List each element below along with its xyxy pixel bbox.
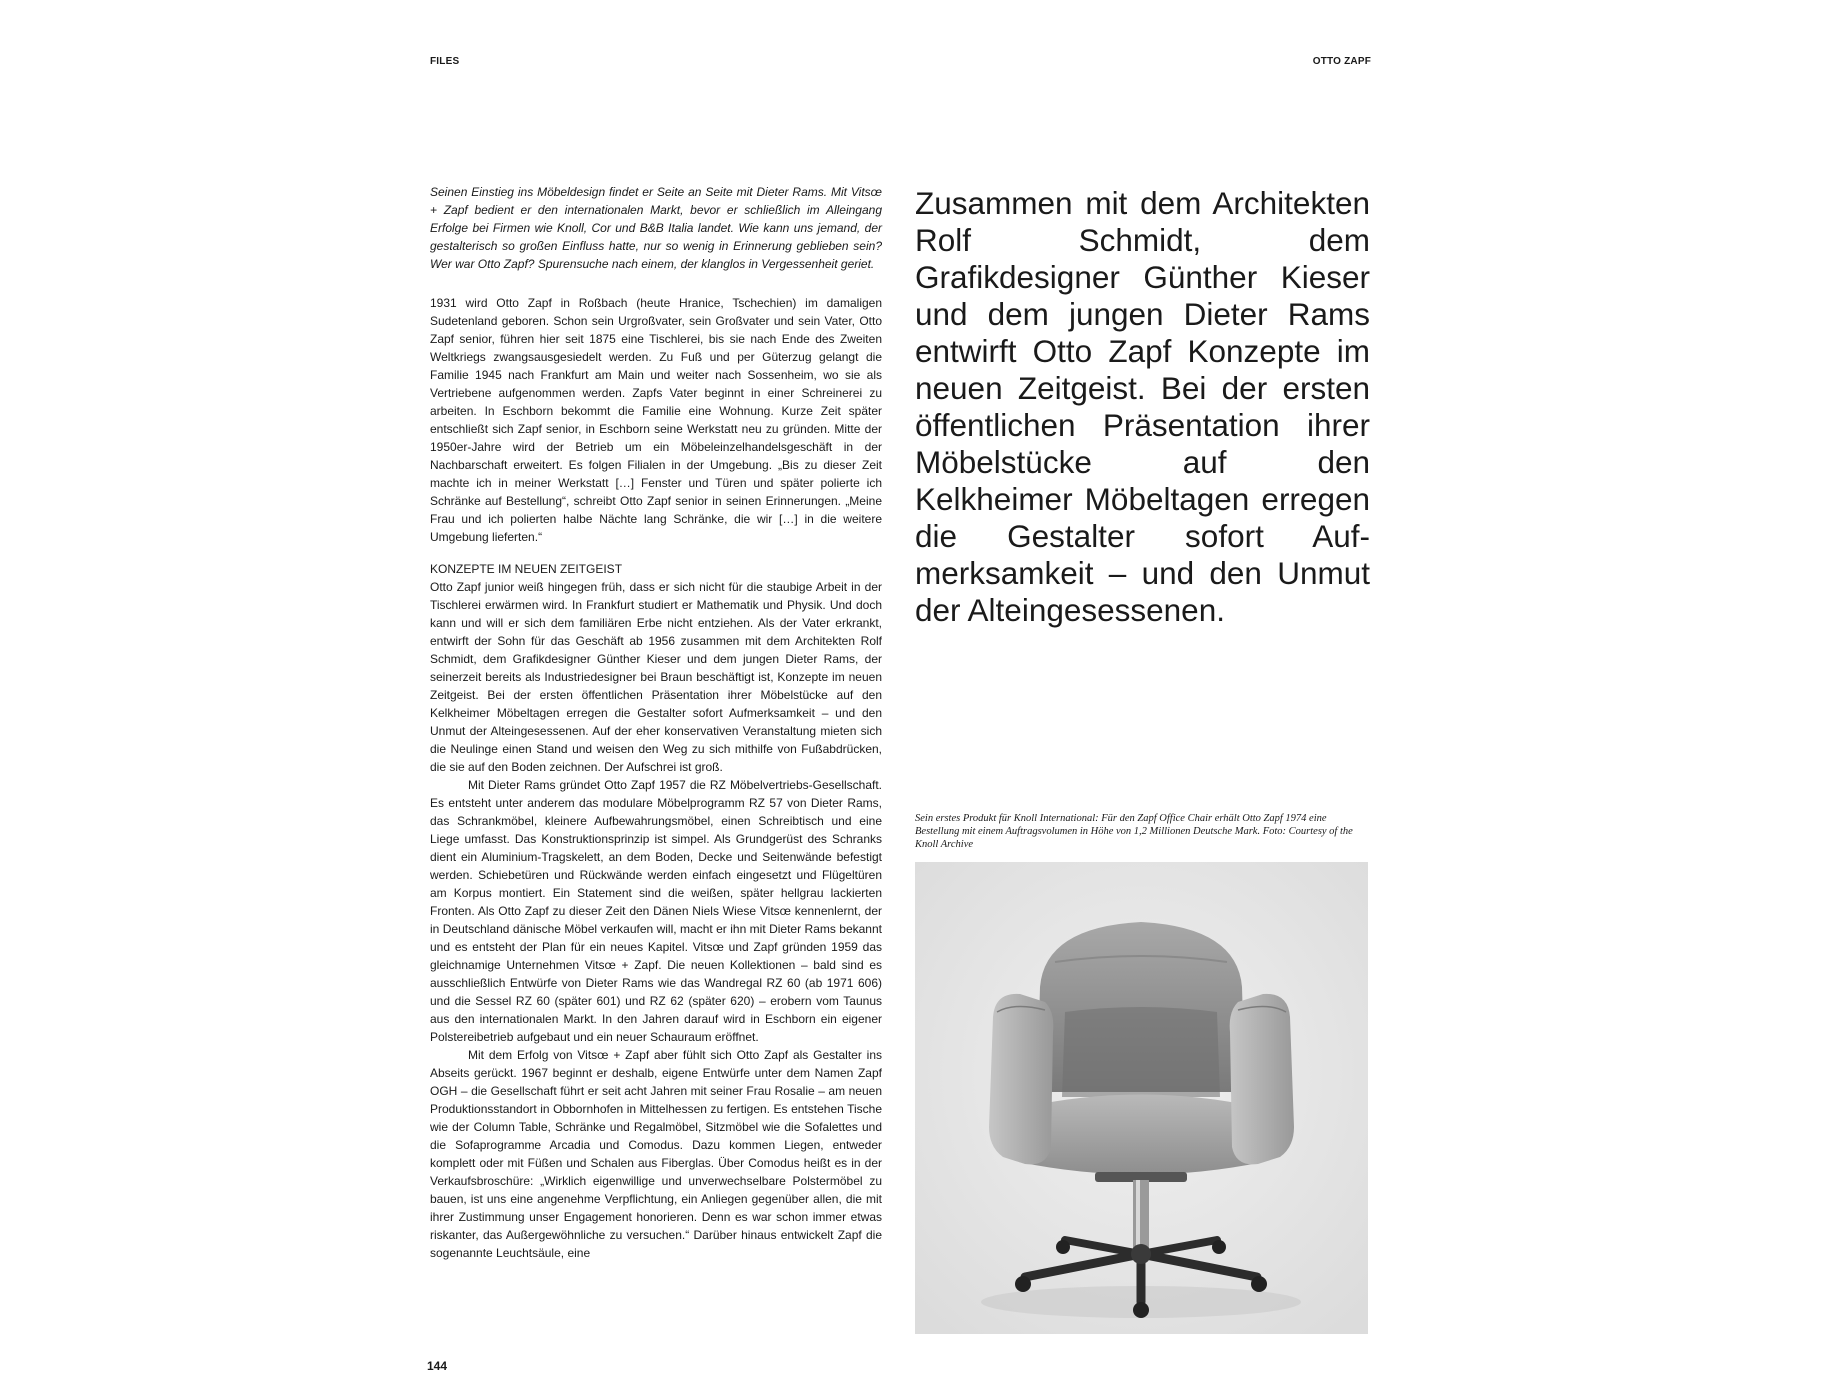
- body-paragraph-3: Mit Dieter Rams gründet Otto Zapf 1957 die RZ Möbelvertriebs-Gesellschaft. Es entsteht unter anderem das modulare Möbelprogramm RZ 57 von Dieter Rams, das Schrankmöbel, kleinere Aufbewahrungsmöbel, einen Schreibtisch und eine Liege umfasst. Das Konstruktionsprinzip ist simpel. Als Grundgerüst des Schranks dient ein Aluminium-Tragskelett, an dem Boden, Decke und Seitenwände befestigt werden. Schiebetüren und Rückwände werden einfach eingesetzt und Flügeltüren am Korpus montiert. Ein Statement sind die weißen, später hellgrau lackierten Fronten. Als Otto Zapf zu dieser Zeit den Dänen Niels Wiese Vitsœ kennenlernt, der in Deutschland dänische Möbel verkaufen will, macht er ihn mit Dieter Rams bekannt und es entsteht der Plan für ein neues Kapitel. Vitsœ und Zapf gründen 1959 das gleichnamige Unternehmen Vitsœ + Zapf. Die neuen Kollektionen – bald sind es ausschließlich Entwürfe von Dieter Rams wie das Wandregal RZ 60 (ab 1971 606) und die Sessel RZ 60 (später 601) und RZ 62 (später 620) – erobern vom Taunus aus den internationalen Markt. In den Jahren darauf wird in Eschborn ein eigener Polstereibetrieb aufgebaut und ein neuer Schauraum eröffnet.: [430, 778, 882, 1044]
- body-paragraph-1: 1931 wird Otto Zapf in Roßbach (heute Hranice, Tschechien) im damaligen Sudetenland geboren. Schon sein Urgroßvater, sein Großvater und sein Vater, Otto Zapf senior, führen hier seit 1875 eine Tischlerei, bis sie nach Ende des Zweiten Weltkriegs zwangsausgesiedelt werden. Zu Fuß und per Güterzug gelangt die Familie 1945 nach Frankfurt am Main und weiter nach Sossenheim, wo sie als Vertriebene aufgenommen werden. Zapfs Vater beginnt in einer Schreinerei zu arbeiten. In Eschborn bekommt die Familie eine Wohnung. Kurze Zeit später entschließt sich Zapf senior, in Eschborn seine Werkstatt neu zu gründen. Mitte der 1950er-Jahre wird der Betrieb um ein Möbeleinzelhandelsgeschäft in der Nachbarschaft erweitert. Es folgen Filialen in der Umgebung. „Bis zu dieser Zeit machte ich in meiner Werkstatt […] Fenster und Türen und später polierte ich Schränke auf Bestellung“, schreibt Otto Zapf senior in seinen Erinnerungen. „Meine Frau und ich polierten halbe Nächte lang Schränke, die wir […] in die weitere Umgebung lieferten.“: [430, 296, 882, 544]
- section-label: FILES: [430, 56, 460, 67]
- office-chair-photo: [915, 862, 1368, 1334]
- article-label: OTTO ZAPF: [1312, 56, 1371, 67]
- section-heading: KONZEPTE IM NEUEN ZEITGEIST: [430, 562, 623, 576]
- page-number: 144: [427, 1359, 448, 1373]
- pull-quote: Zusammen mit dem Architekten Rolf Schmidt, dem Grafikdesigner Günther Kieser und dem jungen Dieter Rams entwirft Otto Zapf Konzepte im neuen Zeitgeist. Bei der ersten öffentlichen Präsentation ihrer Möbelstücke auf den Kelkheimer Möbeltagen erregen die Gestalter sofort Aufmerksamkeit – und den Unmut der Alteingesessenen.: [915, 185, 1370, 628]
- article-body-column: [430, 183, 882, 1262]
- body-paragraph-2: Otto Zapf junior weiß hingegen früh, dass er sich nicht für die staubige Arbeit in der Tischlerei erwärmen wird. In Frankfurt studiert er Mathematik und Physik. Und doch kann und will er sich dem familiären Erbe nicht entziehen. Als der Vater erkrankt, entwirft der Sohn für das Geschäft ab 1956 zusammen mit dem Architekten Rolf Schmidt, dem Grafikdesigner Günther Kieser und dem jungen Dieter Rams, der seinerzeit bereits als Industriedesigner bei Braun beschäftigt ist, Konzepte im neuen Zeitgeist. Bei der ersten öffentlichen Präsentation ihrer Möbelstücke auf den Kelkheimer Möbeltagen erregen die Gestalter sofort Aufmerksamkeit – und den Unmut der Alteingesessenen. Auf der eher konservativen Veranstaltung mieten sich die Neulinge einen Stand und weisen den Weg zu sich mithilfe von Fußabdrücken, die sie auf den Boden zeichnen. Der Aufschrei ist groß.: [430, 580, 882, 774]
- photo-caption: Sein erstes Produkt für Knoll International: Für den Zapf Office Chair erhält Otto Zapf 1974 eine Bestellung mit einem Auftragsvolumen in Höhe von 1,2 Millionen Deutsche Mark. Foto: Courtesy of the Knoll Archive: [915, 813, 1353, 850]
- body-paragraph-4: Mit dem Erfolg von Vitsœ + Zapf aber fühlt sich Otto Zapf als Gestalter ins Abseits gerückt. 1967 beginnt er deshalb, eigene Entwürfe unter dem Namen Zapf OGH – die Gesellschaft führt er seit acht Jahren mit seiner Frau Rosalie – am neuen Produktionsstandort in Obbornhofen in Mittelhessen zu fertigen. Es entstehen Tische wie der Column Table, Schränke und Regalmöbel, Sitzmöbel wie die Sofalettes und die Sofaprogramme Arcadia und Comodus. Dazu kommen Liegen, entweder komplett oder mit Füßen und Schalen aus Fiberglas. Über Comodus heißt es in der Verkaufsbroschüre: „Wirklich eigenwillige und unverwechselbare Polstermöbel zu bauen, ist uns eine angenehme Verpflichtung, ein Anliegen gegenüber allen, die mit ihrer Zustimmung unser Engagement honorieren. Denn es war schon immer etwas riskanter, das Außergewöhnliche zu versuchen.“ Darüber hinaus entwickelt Zapf die sogenannte Leuchtsäule, eine: [430, 1048, 882, 1260]
- intro-paragraph: Seinen Einstieg ins Möbeldesign findet er Seite an Seite mit Dieter Rams. Mit Vitsœ + Zapf bedient er den internationalen Markt, bevor er schließlich im Alleingang Erfolge bei Firmen wie Knoll, Cor und B&B Italia landet. Wie kann uns jemand, der gestalterisch so großen Einfluss hatte, nur so wenig in Erinnerung geblieben sein? Wer war Otto Zapf? Spurensuche nach einem, der klanglos in Vergessenheit geriet.: [430, 185, 882, 271]
